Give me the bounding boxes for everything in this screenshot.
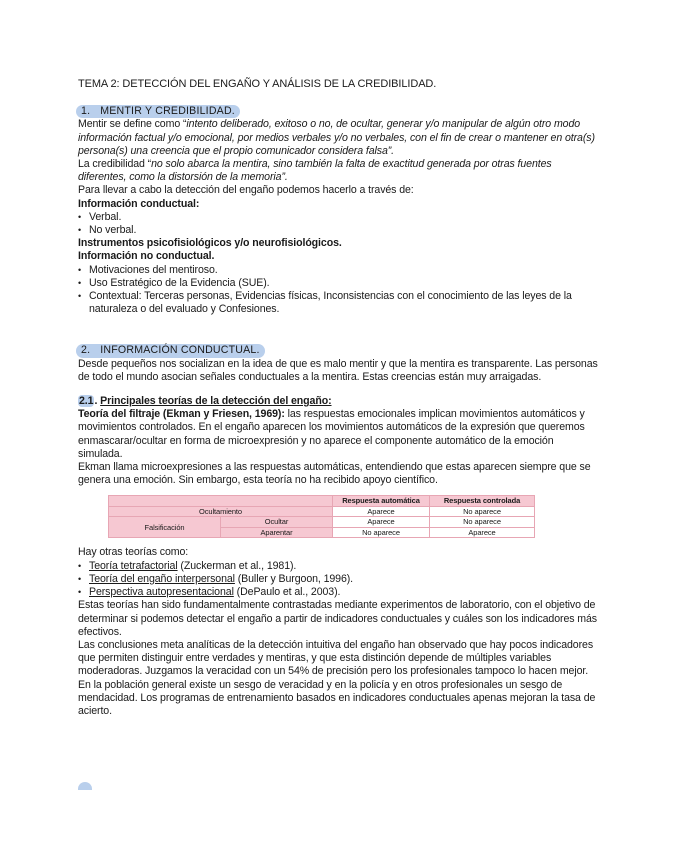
table-cell: No aparece (430, 506, 535, 517)
list-item: • Contextual: Terceras personas, Evidencias físicas, Inconsistencias con el conocimiento de las leyes de la naturaleza o del evaluado y Confesiones. (78, 290, 600, 316)
list-item: • No verbal. (78, 224, 600, 237)
document-page (78, 78, 600, 718)
list-item: • Teoría del engaño interpersonal (Buller y Burgoon, 1996). (78, 573, 600, 586)
definition-paragraph: Mentir se define como “intento deliberado, exitoso o no, de ocultar, generar y/o manipular de algún otro modo información factual y/o emocional, por medios verbales y/o no verbales, con el fin de crear o mantener en otra(s) persona(s) una creencia que el propio comunicador considera falsa”. (78, 118, 595, 157)
ekman-paragraph: Ekman llama microexpresiones a las respuestas automáticas, entendiendo que estas aparecen siempre que se genera una emoción. Sin embargo, esta teoría no ha recibido apoyo científico. (78, 461, 591, 487)
table-row (109, 517, 535, 528)
no-conductual-label: Información no conductual. (78, 250, 215, 263)
table-cell: Ocultamiento (109, 506, 333, 517)
list-item: • Perspectiva autopresentacional (DePaulo et al., 2003). (78, 586, 600, 599)
table-cell: Falsificación (109, 517, 221, 538)
section-1-heading: 1. MENTIR Y CREDIBILIDAD. (76, 105, 240, 118)
table-cell: Aparentar (221, 527, 333, 538)
intro-paragraph: Para llevar a cabo la detección del engaño podemos hacerlo a través de: (78, 184, 414, 197)
filtraje-paragraph: Teoría del filtraje (Ekman y Friesen, 1969): las respuestas emocionales implican movimientos automáticos y movimientos controlados. En el engaño aparecen los movimientos automáticos de la expresión que queremos enmascarar/ocultar en forma de microexpresión y no aparece el componente automático de la emoción simulada. (78, 408, 585, 460)
table-cell: Ocultar (221, 517, 333, 528)
expression-table-wrap (108, 495, 600, 538)
document-title: TEMA 2: DETECCIÓN DEL ENGAÑO Y ANÁLISIS DE LA CREDIBILIDAD. (78, 78, 437, 90)
list-item: • Verbal. (78, 211, 600, 224)
table-header: Respuesta controlada (430, 496, 535, 507)
list-item: • Motivaciones del mentiroso. (78, 264, 600, 277)
other-theories-intro: Hay otras teorías como: (78, 546, 189, 559)
conductual-list (78, 211, 600, 237)
table-row (109, 506, 535, 517)
instruments-label: Instrumentos psicofisiológicos y/o neurofisiológicos. (78, 237, 342, 250)
table-cell: No aparece (430, 517, 535, 528)
list-item: • Teoría tetrafactorial (Zuckerman et al., 1981). (78, 560, 600, 573)
credibility-paragraph: La credibilidad “no solo abarca la mentira, sino también la falta de exactitud generada por otras fuentes diferentes, como la distorsión de la memoria”. (78, 158, 552, 184)
table-header: Respuesta automática (333, 496, 430, 507)
table-cell: No aparece (333, 527, 430, 538)
conductual-label: Información conductual: (78, 197, 200, 210)
table-cell: Aparece (333, 517, 430, 528)
other-theories-list (78, 560, 600, 600)
next-section-marker (78, 782, 92, 790)
contrastadas-paragraph: Estas teorías han sido fundamentalmente contrastadas mediante experimentos de laboratorio, con el objetivo de determinar si podemos detectar el engaño a partir de indicadores conductuales y cuáles son los indicadores más efectivos. (78, 599, 597, 638)
table-cell: Aparece (430, 527, 535, 538)
table-row (109, 496, 535, 507)
list-item: • Uso Estratégico de la Evidencia (SUE). (78, 277, 600, 290)
socialization-paragraph: Desde pequeños nos socializan en la idea de que es malo mentir y que la mentira es transparente. Las personas de todo el mundo asocian señales conductuales a la mentira. Estas creencias están muy arraigadas. (78, 357, 598, 383)
conclusiones-paragraph: Las conclusiones meta analíticas de la detección intuitiva del engaño han observado que hay pocos indicadores que permiten distinguir entre verdades y mentiras, y que esta distinción depende de múltiples variables moderadoras. Juzgamos la veracidad con un 54% de precisión pero los profesionales tampoco lo hacen mejor. En la población general existe un sesgo de veracidad y en la policía y en otros profesionales un sesgo de mendacidad. Los programas de entrenamiento basados en indicadores conductuales apenas mejoran la tasa de acierto. (78, 638, 596, 717)
table-cell: Aparece (333, 506, 430, 517)
no-conductual-list (78, 264, 600, 317)
expression-table (108, 495, 535, 538)
subsection-heading: 2.1. Principales teorías de la detección del engaño: (79, 395, 332, 408)
section-2-heading: 2. INFORMACIÓN CONDUCTUAL. (76, 344, 265, 357)
